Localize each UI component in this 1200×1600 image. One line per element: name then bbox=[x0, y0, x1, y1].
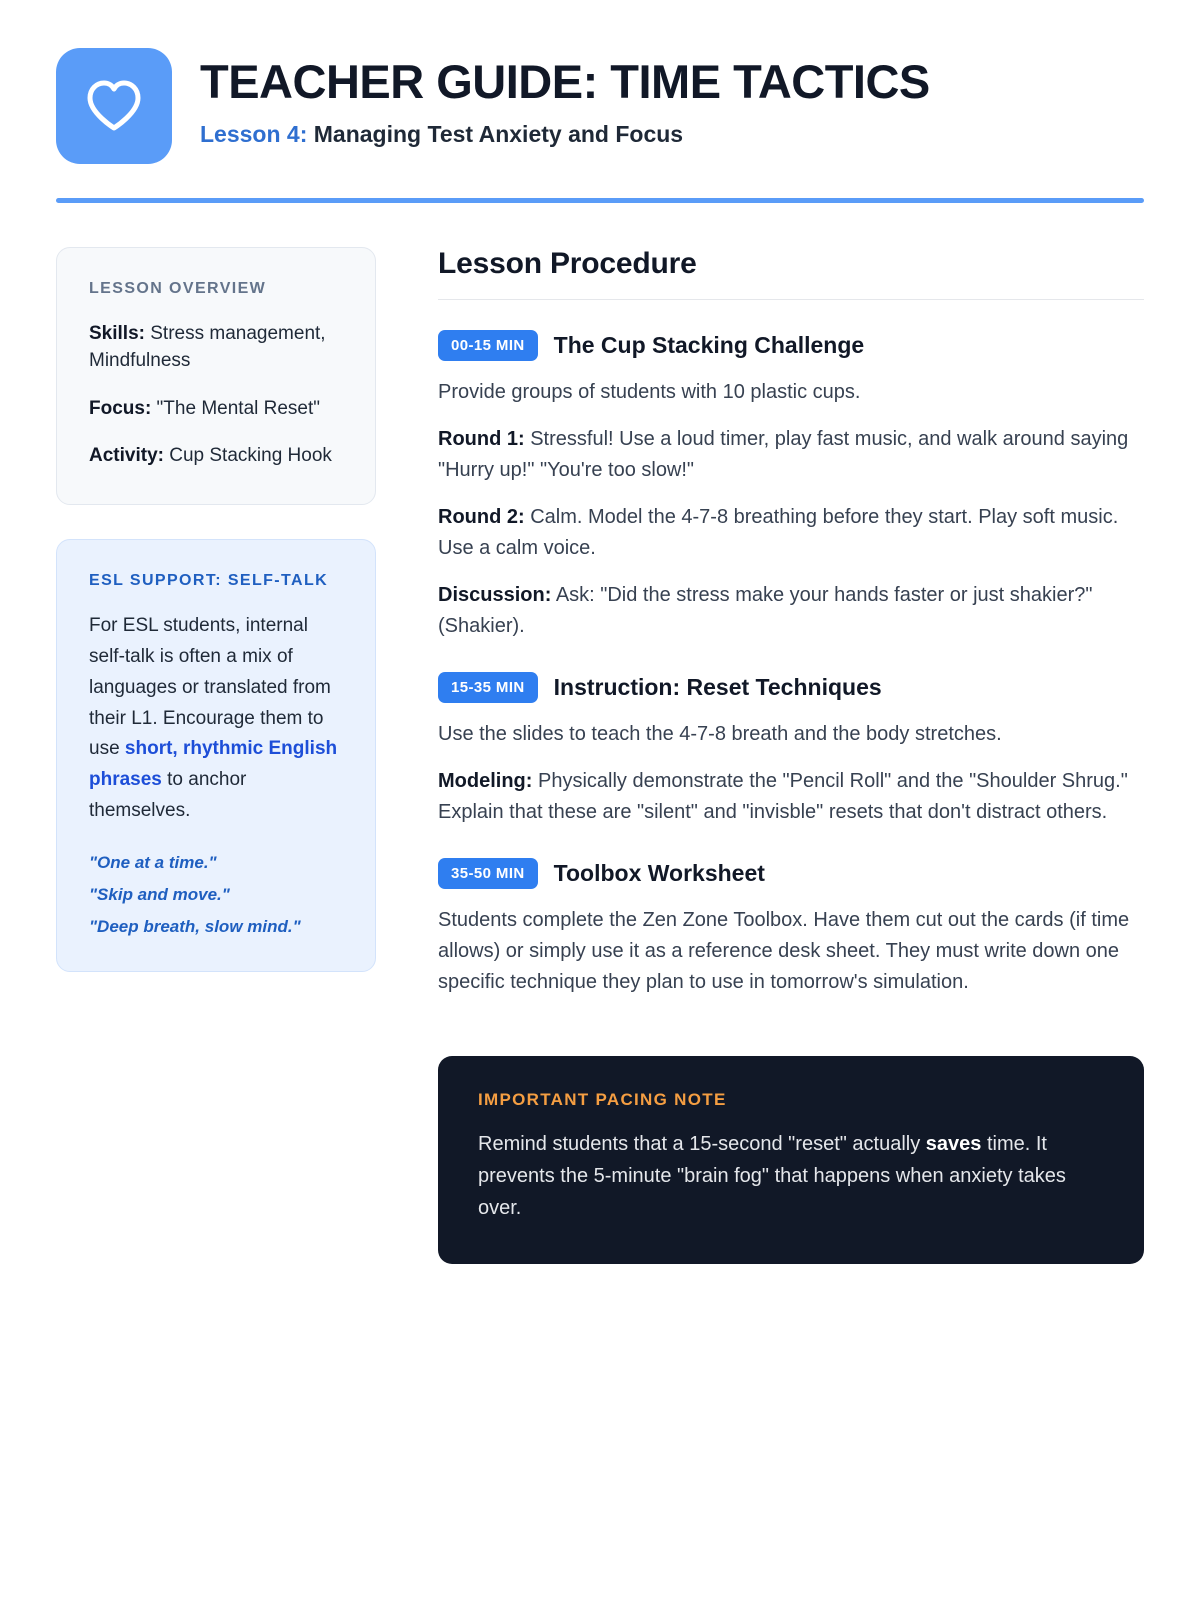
pacing-note-kicker: IMPORTANT PACING NOTE bbox=[478, 1090, 727, 1109]
overview-value-focus: "The Mental Reset" bbox=[151, 397, 321, 419]
paragraph-lead: Round 1: bbox=[438, 428, 525, 450]
paragraph-text: Provide groups of students with 10 plastic cups. bbox=[438, 381, 861, 403]
section-divider bbox=[438, 299, 1144, 300]
overview-label-activity: Activity: bbox=[89, 445, 164, 467]
lesson-overview-kicker: LESSON OVERVIEW bbox=[89, 280, 267, 297]
overview-item-skills bbox=[89, 320, 343, 375]
pacing-note-callout bbox=[438, 1056, 1144, 1264]
time-badge: 35-50 MIN bbox=[438, 858, 538, 889]
esl-body-part2: to anchor themselves. bbox=[89, 769, 247, 821]
overview-label-focus: Focus: bbox=[89, 397, 152, 419]
procedure-step-header bbox=[438, 330, 1144, 361]
esl-support-body bbox=[89, 611, 343, 826]
page-title: TEACHER GUIDE: TIME TACTICS bbox=[200, 55, 930, 108]
overview-item-activity bbox=[89, 442, 343, 470]
procedure-step-header bbox=[438, 858, 1144, 889]
header-text-block bbox=[200, 48, 930, 148]
body-grid bbox=[56, 247, 1144, 1264]
procedure-step-title: Toolbox Worksheet bbox=[553, 860, 765, 886]
pacing-note-body bbox=[478, 1128, 1104, 1224]
pacing-text-part1: Remind students that a 15-second "reset" actually bbox=[478, 1133, 926, 1155]
procedure-paragraph bbox=[438, 377, 1144, 408]
header-divider bbox=[56, 198, 1144, 203]
lesson-overview-card bbox=[56, 247, 376, 505]
subtitle-lesson-label: Lesson 4: bbox=[200, 120, 308, 147]
paragraph-lead: Discussion: bbox=[438, 584, 552, 606]
procedure-paragraph bbox=[438, 719, 1144, 750]
pacing-text-part2: time. It prevents the 5-minute "brain fog" that happens when anxiety takes over. bbox=[478, 1133, 1066, 1219]
overview-label-skills: Skills: bbox=[89, 322, 145, 344]
time-badge: 00-15 MIN bbox=[438, 330, 538, 361]
procedure-step-header bbox=[438, 672, 1144, 703]
paragraph-text: Calm. Model the 4-7-8 breathing before they start. Play soft music. Use a calm voice. bbox=[438, 506, 1119, 559]
paragraph-lead: Round 2: bbox=[438, 506, 525, 528]
heart-icon bbox=[56, 48, 172, 164]
esl-phrase-list bbox=[89, 853, 343, 937]
page-subtitle bbox=[200, 121, 930, 148]
esl-phrase-3: "Deep breath, slow mind." bbox=[89, 916, 301, 936]
paragraph-text: Students complete the Zen Zone Toolbox. Have them cut out the cards (if time allows) or simply use it as a reference desk sheet. They must write down one specific technique they plan to use in tomorrow's simulation. bbox=[438, 909, 1130, 993]
esl-phrase-2: "Skip and move." bbox=[89, 884, 230, 904]
time-badge: 15-35 MIN bbox=[438, 672, 538, 703]
section-title: Lesson Procedure bbox=[438, 247, 697, 280]
procedure-paragraph bbox=[438, 424, 1144, 486]
lesson-procedure-section bbox=[438, 247, 1144, 1264]
pacing-text-emphasis: saves bbox=[925, 1133, 982, 1155]
procedure-paragraph bbox=[438, 580, 1144, 642]
paragraph-text: Physically demonstrate the "Pencil Roll" and the "Shoulder Shrug." Explain that these are "silent" and "invisble" resets that don't distract others. bbox=[438, 770, 1128, 823]
procedure-step-title: The Cup Stacking Challenge bbox=[553, 332, 865, 358]
sidebar bbox=[56, 247, 376, 972]
paragraph-text: Stressful! Use a loud timer, play fast music, and walk around saying "Hurry up!" "You're too slow!" bbox=[438, 428, 1129, 481]
paragraph-lead: Modeling: bbox=[438, 770, 533, 792]
overview-value-activity: Cup Stacking Hook bbox=[163, 445, 332, 467]
procedure-step bbox=[438, 672, 1144, 828]
procedure-step bbox=[438, 858, 1144, 998]
procedure-paragraph bbox=[438, 502, 1144, 564]
subtitle-lesson-name: Managing Test Anxiety and Focus bbox=[307, 120, 684, 147]
procedure-step bbox=[438, 330, 1144, 642]
esl-support-card bbox=[56, 539, 376, 972]
overview-item-focus bbox=[89, 395, 343, 423]
procedure-paragraph bbox=[438, 766, 1144, 828]
paragraph-text: Ask: "Did the stress make your hands faster or just shakier?" (Shakier). bbox=[438, 584, 1093, 637]
esl-body-part1: For ESL students, internal self-talk is often a mix of languages or translated from their L1. Encourage them to use bbox=[89, 615, 331, 760]
overview-value-skills: Stress management, Mindfulness bbox=[89, 322, 326, 372]
procedure-step-title: Instruction: Reset Techniques bbox=[553, 674, 882, 700]
paragraph-text: Use the slides to teach the 4-7-8 breath and the body stretches. bbox=[438, 723, 1002, 745]
esl-body-emphasis: short, rhythmic English phrases bbox=[89, 738, 338, 791]
procedure-paragraph bbox=[438, 905, 1144, 998]
esl-support-kicker: ESL SUPPORT: SELF-TALK bbox=[89, 571, 329, 589]
document-header bbox=[56, 48, 1144, 164]
esl-phrase-1: "One at a time." bbox=[89, 852, 217, 872]
